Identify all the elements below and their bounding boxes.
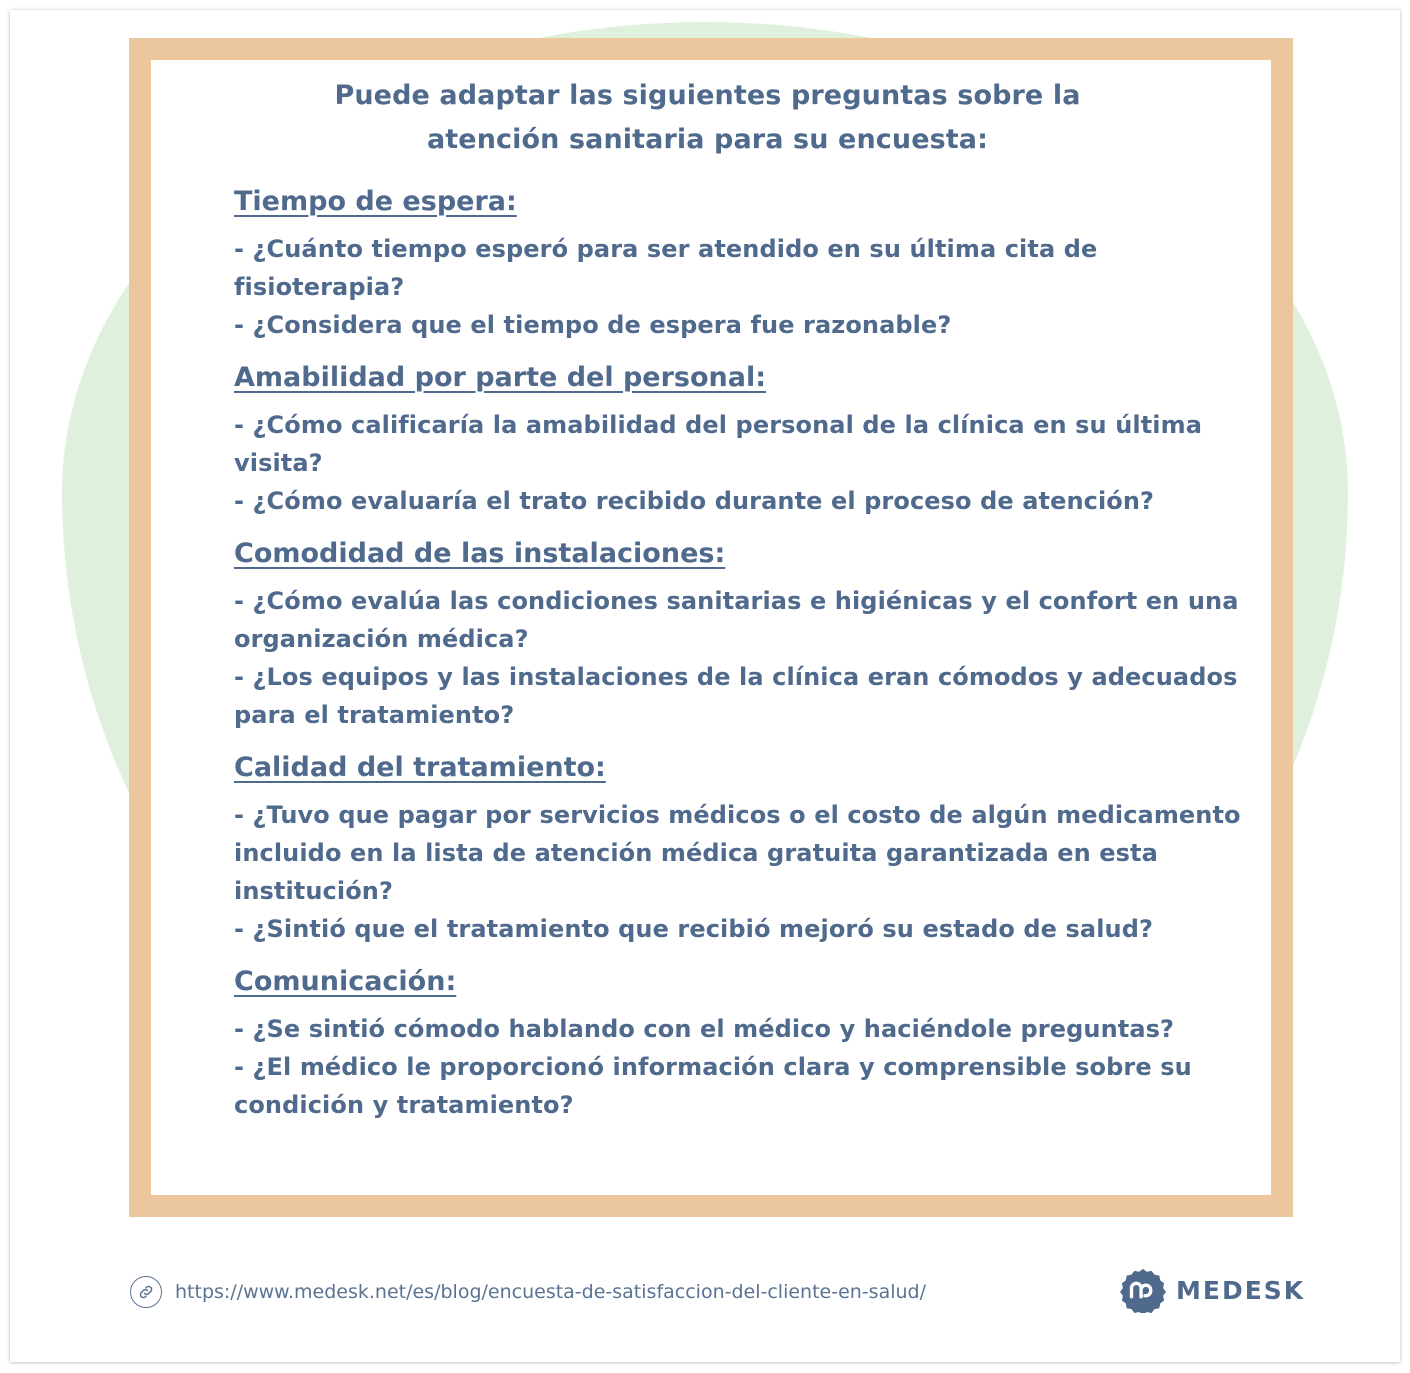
- question-item: - ¿Considera que el tiempo de espera fue razonable?: [234, 311, 952, 339]
- question-item: - ¿El médico le proporcionó información clara y comprensible sobre su condición y tratamiento?: [234, 1053, 1192, 1119]
- section-heading: Comodidad de las instalaciones:: [234, 538, 726, 569]
- source-link[interactable]: [130, 1276, 926, 1308]
- section-staff-kindness: [234, 358, 1241, 520]
- logo-text: MEDESK: [1176, 1275, 1306, 1305]
- content-panel: [151, 60, 1271, 1195]
- question-item: - ¿Cómo calificaría la amabilidad del personal de la clínica en su última visita?: [234, 411, 1203, 477]
- title-line: Puede adaptar las siguientes preguntas sobre la: [334, 80, 1081, 111]
- title-line: atención sanitaria para su encuesta:: [426, 124, 988, 155]
- content-frame: [129, 38, 1293, 1217]
- source-url[interactable]: https://www.medesk.net/es/blog/encuesta-de-satisfaccion-del-cliente-en-salud/: [175, 1281, 926, 1303]
- section-heading: Tiempo de espera:: [234, 186, 517, 217]
- question-item: - ¿Tuvo que pagar por servicios médicos o el costo de algún medicamento incluido en la lista de atención médica gratuita garantizada en esta institución?: [234, 801, 1241, 905]
- section-heading: Comunicación:: [234, 966, 457, 997]
- section-heading: Amabilidad por parte del personal:: [234, 362, 767, 393]
- link-icon: [130, 1276, 162, 1308]
- question-item: - ¿Se sintió cómodo hablando con el médico y haciéndole preguntas?: [234, 1015, 1175, 1043]
- section-waiting-time: [234, 182, 1241, 344]
- section-heading: Calidad del tratamiento:: [234, 752, 606, 783]
- question-item: - ¿Los equipos y las instalaciones de la clínica eran cómodos y adecuados para el tratamiento?: [234, 663, 1238, 729]
- section-treatment-quality: [234, 748, 1241, 948]
- question-item: - ¿Cómo evalúa las condiciones sanitarias e higiénicas y el confort en una organización médica?: [234, 587, 1239, 653]
- infographic-card: [10, 10, 1400, 1362]
- section-communication: [234, 962, 1241, 1124]
- question-item: - ¿Cómo evaluaría el trato recibido durante el proceso de atención?: [234, 487, 1155, 515]
- question-item: - ¿Sintió que el tratamiento que recibió mejoró su estado de salud?: [234, 915, 1154, 943]
- question-item: - ¿Cuánto tiempo esperó para ser atendido en su última cita de fisioterapia?: [234, 235, 1098, 301]
- medesk-logo: [1120, 1267, 1305, 1313]
- section-facilities-comfort: [234, 534, 1241, 734]
- page-title: [174, 74, 1241, 162]
- medesk-logo-icon: [1120, 1267, 1166, 1313]
